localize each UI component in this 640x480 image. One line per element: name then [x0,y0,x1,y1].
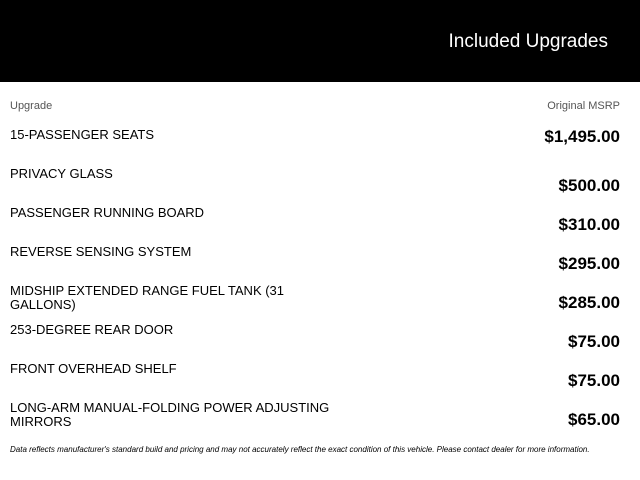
list-item [0,284,640,323]
upgrade-name: MIDSHIP EXTENDED RANGE FUEL TANK (31 GALLONS) [10,283,285,312]
list-item [0,362,640,401]
column-header-msrp: Original MSRP [547,100,620,112]
upgrade-price: $500.00 [558,176,620,195]
upgrade-name: LONG-ARM MANUAL-FOLDING POWER ADJUSTING MIRRORS [10,400,330,429]
upgrade-name: PASSENGER RUNNING BOARD [10,205,205,220]
header-bar [0,0,640,82]
column-header-upgrade: Upgrade [10,100,53,112]
list-item [0,206,640,245]
upgrade-name: FRONT OVERHEAD SHELF [10,361,177,376]
list-item [0,128,640,167]
upgrade-price: $285.00 [558,293,620,312]
upgrade-name: 15-PASSENGER SEATS [10,127,155,142]
upgrade-name: PRIVACY GLASS [10,166,113,181]
disclaimer-text: Data reflects manufacturer's standard build and pricing and may not accurately reflect the exact condition of this vehicle. Please contact dealer for more information. [10,445,590,454]
upgrade-price: $295.00 [558,254,620,273]
list-item [0,167,640,206]
upgrades-list [0,128,640,445]
upgrade-price: $310.00 [558,215,620,234]
list-item [0,245,640,284]
upgrade-price: $75.00 [568,371,620,390]
page-title: Included Upgrades [448,31,608,52]
list-item [0,323,640,362]
upgrade-name: REVERSE SENSING SYSTEM [10,244,192,259]
list-item [0,401,640,445]
upgrade-name: 253-DEGREE REAR DOOR [10,322,174,337]
upgrade-price: $1,495.00 [544,127,620,146]
upgrade-price: $65.00 [568,410,620,429]
upgrade-price: $75.00 [568,332,620,351]
